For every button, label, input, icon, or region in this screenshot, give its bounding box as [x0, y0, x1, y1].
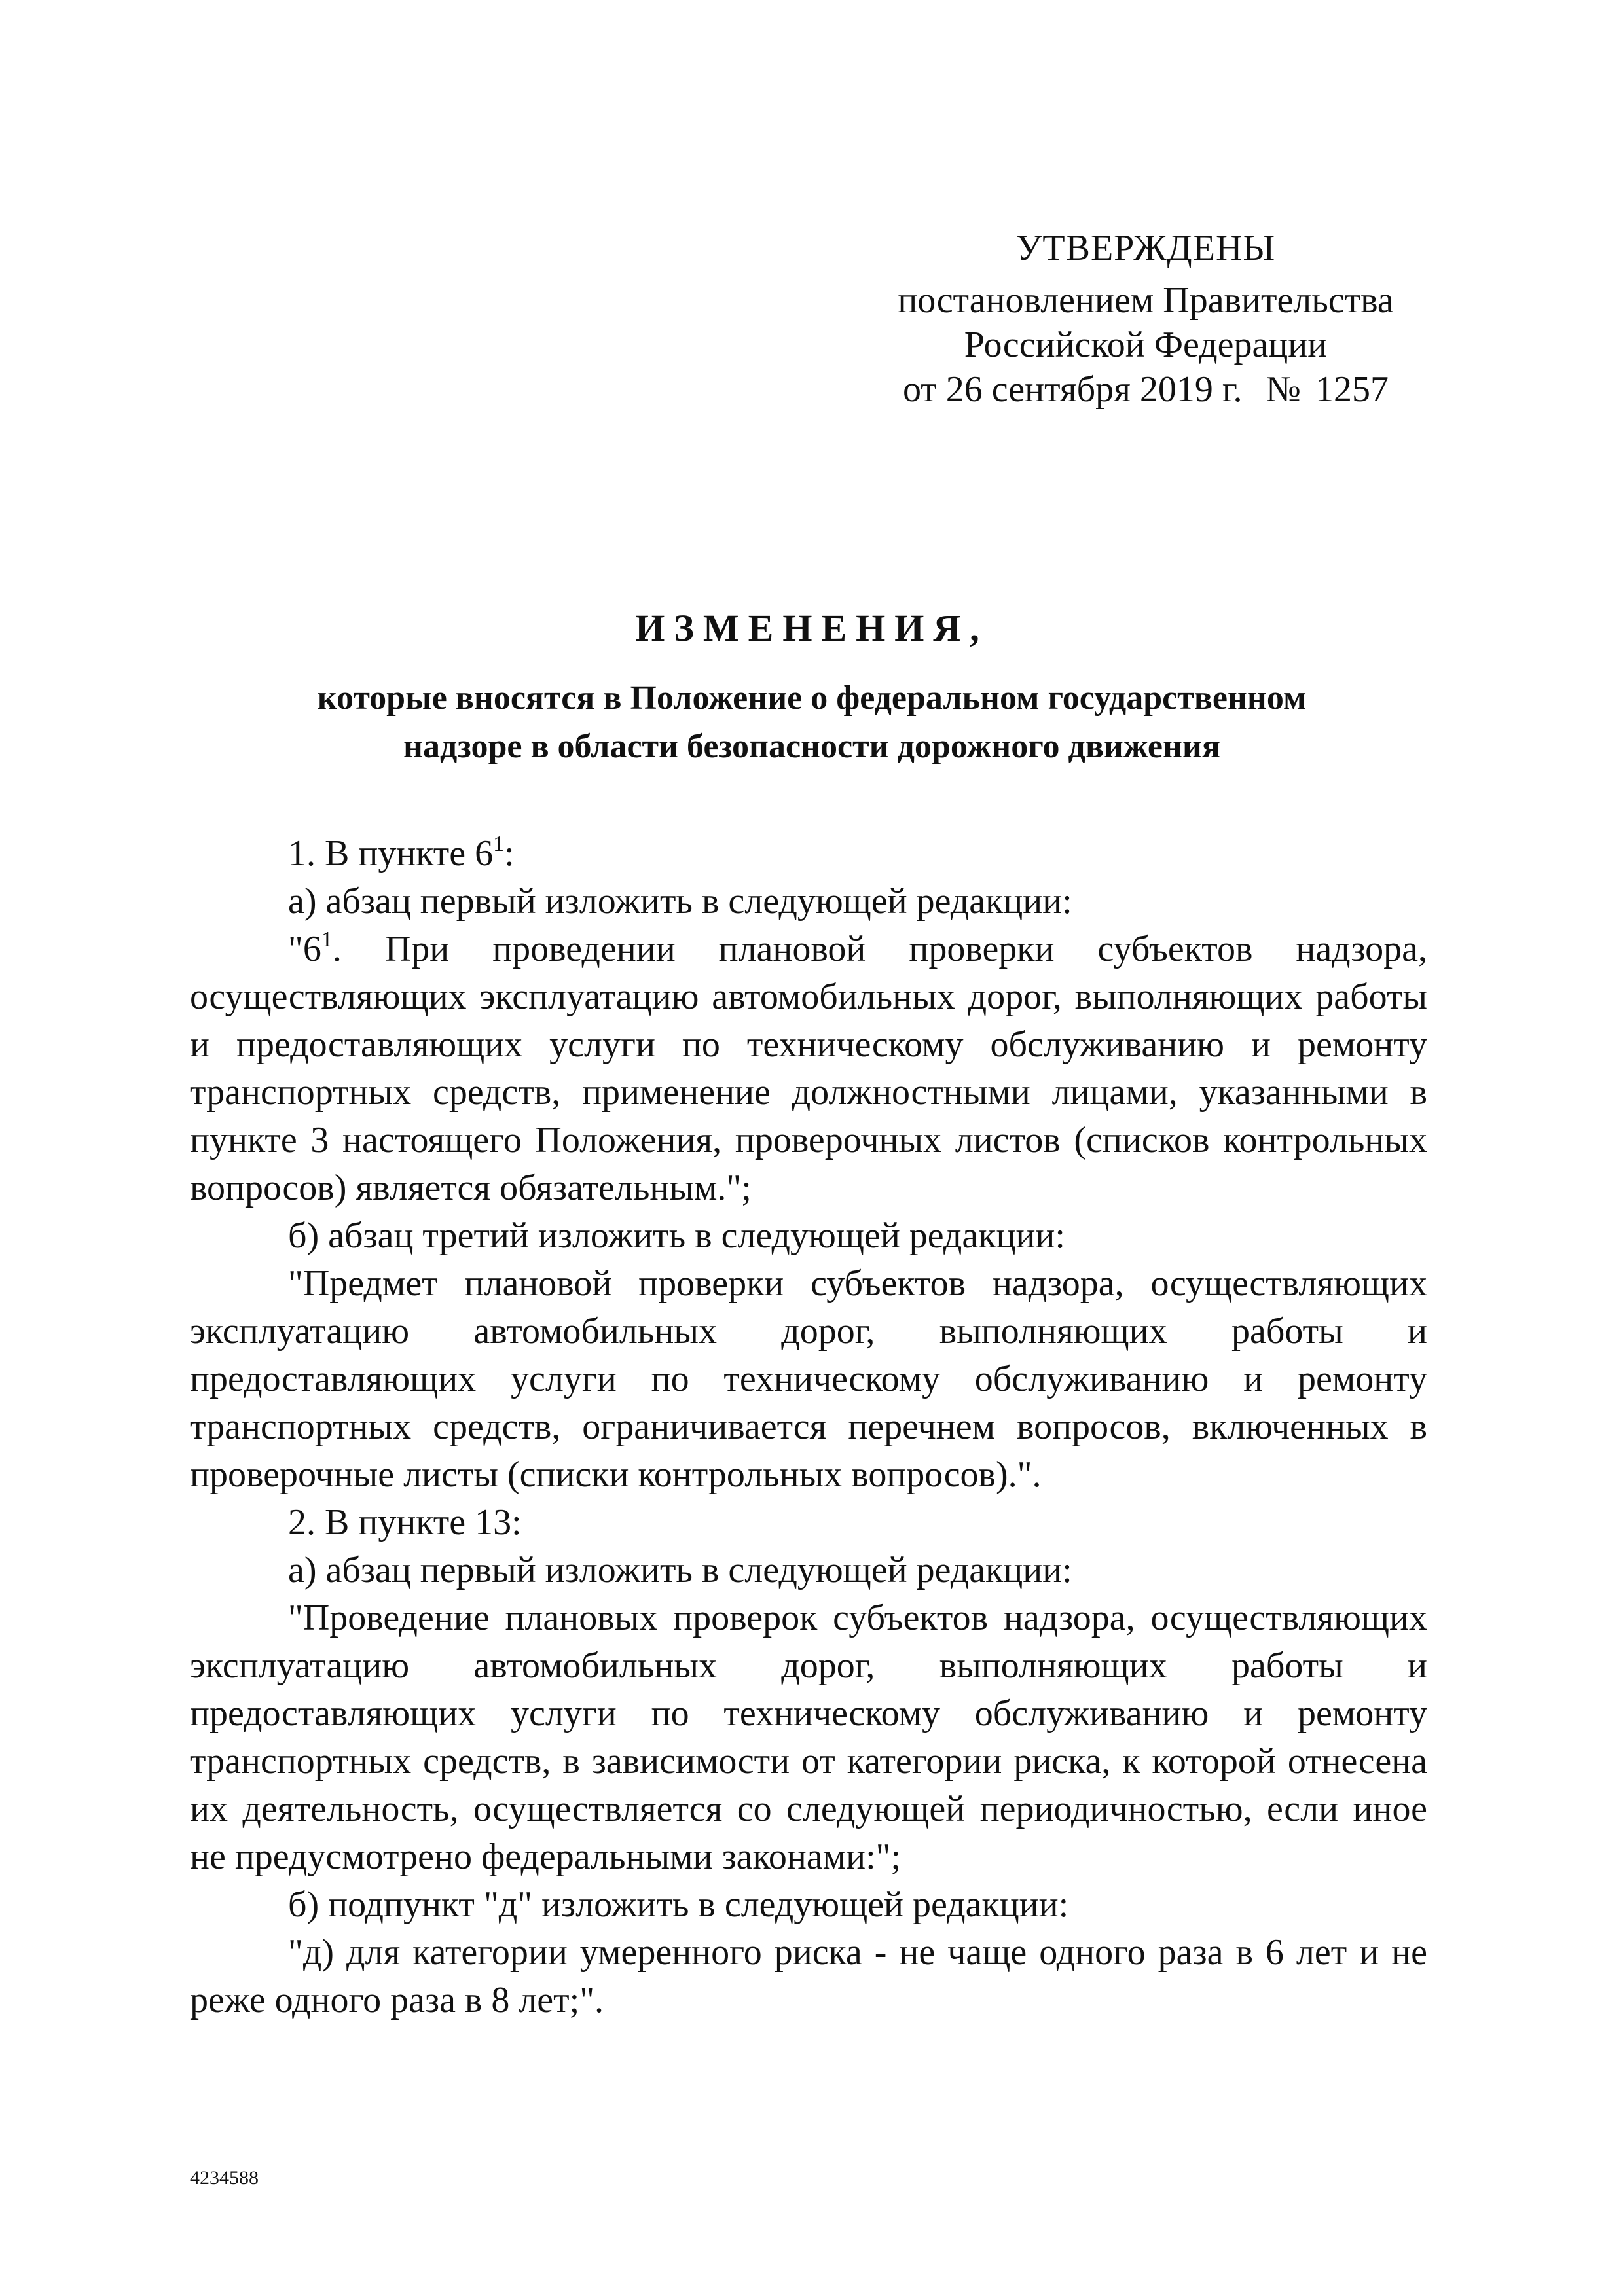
document-code: 4234588	[190, 2167, 259, 2189]
approval-block	[851, 226, 1440, 412]
item-1-superscript: 1	[493, 832, 505, 856]
approval-title: УТВЕРЖДЕНЫ	[1015, 228, 1276, 268]
approval-number-sign: №	[1266, 369, 1301, 410]
paragraph-item-2: 2. В пункте 13:	[288, 1502, 522, 1543]
document-subtitle-line-1: которые вносятся в Положение о федеральном государственном	[317, 679, 1307, 717]
paragraph-item-2a: а) абзац первый изложить в следующей редакции:	[288, 1550, 1072, 1590]
item-1-text: 1. В пункте 6	[288, 833, 494, 874]
item-1-colon: :	[504, 833, 515, 874]
approval-date: от 26 сентября 2019 г.	[903, 369, 1243, 410]
document-body	[190, 830, 1427, 2024]
item-1a-quote-start: "6	[288, 929, 321, 969]
item-1a-quote-text: . При проведении плановой проверки субъектов надзора, осуществляющих эксплуатацию автомобильных дорог, выполняющих работы и предоставляющих услуги по техническому обслуживанию и ремонту транспортных средств, применение должностными лицами, указанными в пункте 3 настоящего Положения, проверочных листов (списков контрольных вопросов) является обязательным.";	[190, 929, 1427, 1208]
paragraph-item-2a-quote: "Проведение плановых проверок субъектов надзора, осуществляющих эксплуатацию автомобильных дорог, выполняющих работы и предоставляющих услуги по техническому обслуживанию и ремонту транспортных средств, в зависимости от категории риска, к которой отнесена их деятельность, осуществляется со следующей периодичностью, если иное не предусмотрено федеральными законами:";	[190, 1598, 1427, 1877]
paragraph-item-1a-quote	[190, 925, 1427, 1212]
paragraph-item-1a: а) абзац первый изложить в следующей редакции:	[288, 881, 1072, 922]
document-subtitle-line-2: надзоре в области безопасности дорожного движения	[403, 728, 1221, 765]
paragraph-item-1b: б) абзац третий изложить в следующей редакции:	[288, 1215, 1065, 1256]
approval-line-2: Российской Федерации	[964, 325, 1328, 365]
approval-date-line	[851, 367, 1440, 412]
paragraph-item-1	[190, 830, 1427, 878]
approval-line-1: постановлением Правительства	[898, 280, 1394, 321]
paragraph-item-2b-quote: "д) для категории умеренного риска - не чаще одного раза в 6 лет и не реже одного раза в 8 лет;".	[190, 1932, 1427, 2020]
document-heading	[190, 602, 1434, 771]
approval-number: 1257	[1315, 369, 1389, 410]
paragraph-item-2b: б) подпункт "д" изложить в следующей редакции:	[288, 1884, 1069, 1925]
paragraph-item-1b-quote: "Предмет плановой проверки субъектов надзора, осуществляющих эксплуатацию автомобильных дорог, выполняющих работы и предоставляющих услуги по техническому обслуживанию и ремонту транспортных средств, ограничивается перечнем вопросов, включенных в проверочные листы (списки контрольных вопросов).".	[190, 1263, 1427, 1495]
item-1a-quote-superscript: 1	[321, 927, 333, 952]
document-title: ИЗМЕНЕНИЯ,	[635, 607, 989, 649]
